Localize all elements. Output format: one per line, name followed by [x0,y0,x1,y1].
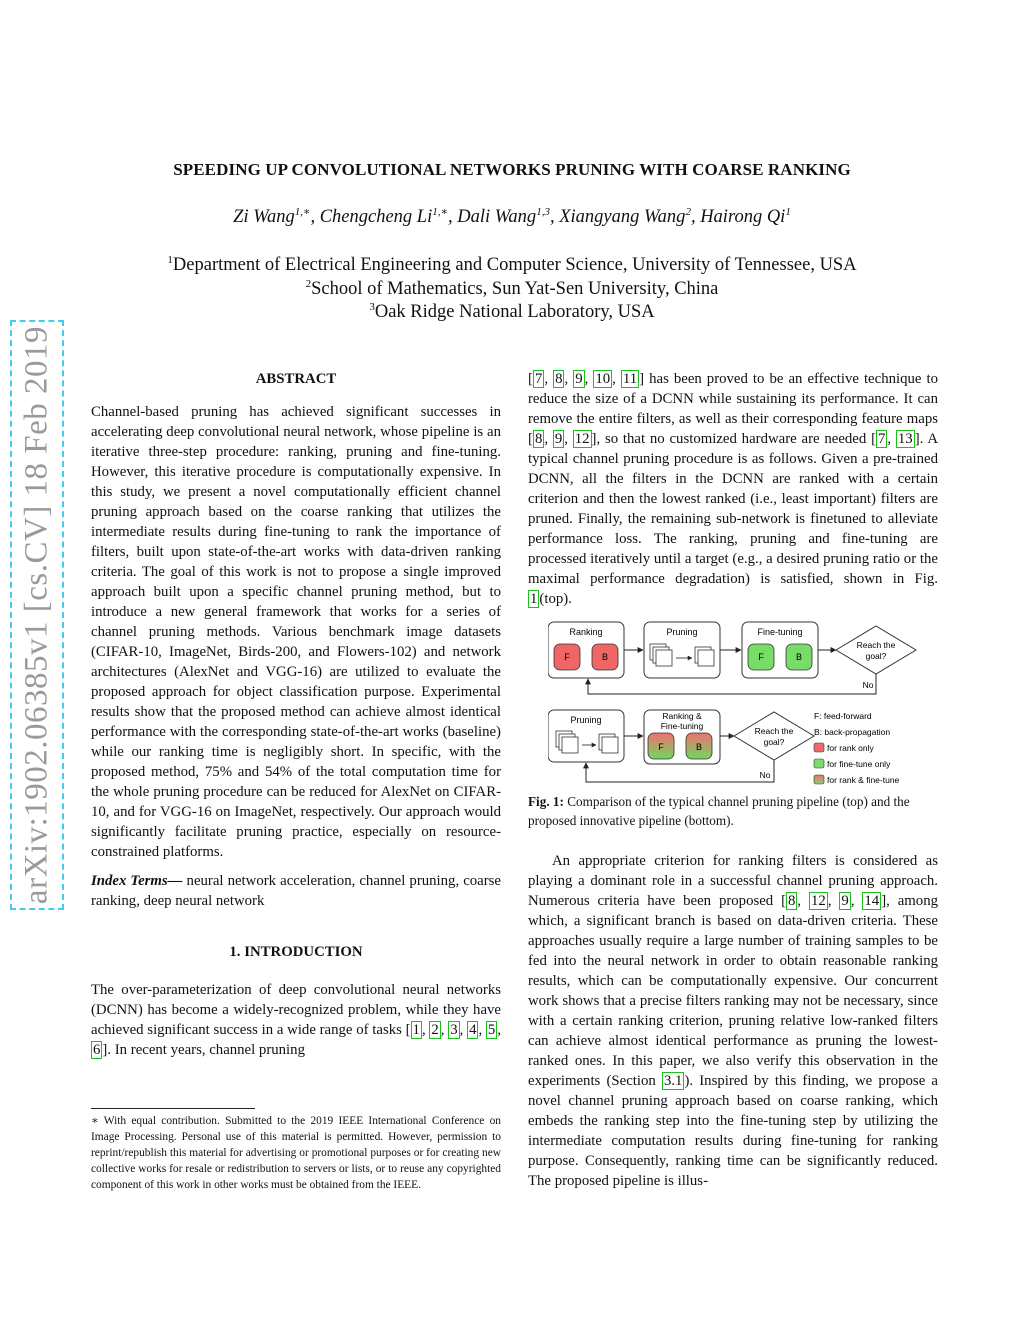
pruning-box [644,622,720,678]
citation-link[interactable]: 9 [841,893,849,909]
intro-heading: 1. INTRODUCTION [229,944,363,960]
author: Xiangyang Wang [559,207,686,227]
ranking-finetuning-box [644,710,720,764]
figure-link[interactable]: 1 [530,591,538,607]
index-terms: Index Terms— neural network acceleration, channel pruning, coarse ranking, deep neural network [91,873,501,909]
citation-link[interactable]: 13 [897,431,913,447]
svg-text:for rank only: for rank only [827,743,874,753]
layers-icon [650,644,672,666]
svg-text:B: back-propagation: B: back-propagation [814,727,891,737]
pruning-label: Pruning [666,627,698,637]
goal-decision-top [836,626,916,674]
citation-link[interactable]: 8 [555,371,563,387]
citation-link[interactable]: 6 [93,1042,101,1058]
svg-text:for fine-tune only: for fine-tune only [827,759,891,769]
section-link[interactable]: 3.1 [663,1073,683,1089]
svg-text:B: B [795,652,803,662]
pruning-box-bottom [548,710,624,762]
layers-icon [556,731,578,753]
svg-text:Ranking &: Ranking & [662,711,702,721]
figure-legend [814,711,900,785]
svg-text:Fine-tuning: Fine-tuning [660,721,704,731]
right-column-top [528,369,938,609]
affiliation-2: $^2$School of Mathematics, Sun Yat-Sen University, China [305,277,719,299]
author: Zi Wang [233,207,295,227]
svg-text:F: F [564,652,570,662]
citation-link[interactable]: 14 [864,893,880,909]
svg-text:for rank & fine-tune: for rank & fine-tune [827,775,900,785]
svg-text:F: feed-forward: F: feed-forward [814,711,872,721]
svg-text:goal?: goal? [763,737,785,747]
citation-link[interactable]: 9 [554,431,563,447]
svg-text:F: F [658,742,664,752]
footnote-rule [91,1108,255,1109]
abstract-text: Channel-based pruning has achieved significant successes in accelerating deep convolutional neural network, whose pipeline is an iterative three-step procedure: ranking, pruning and fine-tuning. However, this iterative procedure is computationally expensive. In this study, we present a novel computationally efficient channel pruning approach based on the coarse ranking that utilizes the intermediate results during fine-tuning to rank the importance of filters, built upon state-of-the-art works with data-driven ranking criteria. The goal of this work is not to propose a single improved approach built upon a specific channel pruning method, but to introduce a new general framework that works for a series of channel pruning methods. Various benchmark image datasets (CIFAR-10, ImageNet, Birds-200, and Flowers-102) and network architectures (AlexNet and VGG-16) are utilized to evaluate the proposed approach for object classification purpose. Experimental results show that the proposed method can achieve almost identical performance with the corresponding state-of-the-art works (baseline) while our ranking time is negligibly short. In specific, with the proposed method, 75% and 54% of the total computation time for the whole pruning procedure can be reduced for AlexNet on CIFAR-10, and for VGG-16 on ImageNet, respectively. Our approach would significantly facilitate pruning practice, especially on resource-constrained platforms. [91,404,501,860]
author-list: Zi Wang$^{1,∗}$, Chengcheng $Li^{1,∗}$, Dali Wang$^{1,3}$, Xiangyang Wang$^2$, Hairong Qi$^1$ [233,205,791,227]
left-column [91,369,501,1060]
intro-paragraph: The over-parameterization of deep convolutional neural networks (DCNN) has become a widely-recognized problem, while they have achieved significant success in a wide range of tasks [ 1 , 2 , 3 , 4 , 5 , 6 ]. In recent years, channel pruning [91,982,502,1058]
citation-link[interactable]: 7 [878,431,886,447]
ranking-label: Ranking [569,627,603,637]
right-paragraph-2: An appropriate criterion for ranking filters is considered as playing a dominant role in a successful channel pruning approach. Numerous criteria have been proposed [ 8 , 12 , 9 , 14 ], among which, a significant branch is based on data-driven criteria. These approaches usually require a large number of training samples to be fed into the neural network in order to obtain reasonable ranking results, which can be computationally expensive. Our concurrent work shows that a precise filters ranking may not be necessary, since with a certain ranking criterion, pruning relative low-ranked filters can achieve almost identical performance as pruning the lowest-ranked ones. In this paper, we also verify this observation in the experiments (Section 3.1 ). Inspired by this finding, we propose a novel channel pruning approach based on coarse ranking, which embeds the ranking step into the fine-tuning step by utilizing the intermediate computation results during fine-tuning for ranking purpose. Consequently, ranking time can be significantly reduced. The proposed pipeline is illus- [528,853,938,1189]
paper-title: SPEEDING UP CONVOLUTIONAL NETWORKS PRUNING WITH COARSE RANKING [173,160,851,179]
author: Chengcheng Li [319,207,433,227]
finetuning-label: Fine-tuning [757,627,803,637]
arxiv-stamp [10,320,64,910]
author: Dali Wang [457,207,537,227]
finetuning-box [742,622,818,678]
citation-link[interactable]: 1 [412,1022,420,1038]
pruned-layers-icon [695,647,714,666]
citation-link[interactable]: 2 [431,1022,439,1038]
pipeline-figure [548,618,938,790]
figure-caption: Fig. 1: Comparison of the typical channel pruning pipeline (top) and the proposed innovative pipeline (bottom). [528,794,910,828]
goal-decision-bottom [734,712,814,760]
no-label: No [862,680,874,690]
citation-link[interactable]: 8 [788,893,796,909]
citation-link[interactable]: 12 [574,431,590,447]
citation-link[interactable]: 11 [622,371,638,387]
svg-text:goal?: goal? [865,651,887,661]
ranking-box [548,622,624,678]
affiliation-3: $^3$Oak Ridge National Laboratory, USA [369,300,655,322]
svg-text:B: B [695,742,703,752]
svg-text:Reach the: Reach the [754,726,794,736]
citation-link[interactable]: 7 [534,371,543,387]
svg-text:Reach the: Reach the [856,640,896,650]
footnote: ∗ With equal contribution. Submitted to the 2019 IEEE International Conference on Image Processing. Personal use of this material is permitted. However, permission to reprint/republish this material for advertising or promotional purposes or for creating new collective works for resale or redistribution to servers or lists, or to reuse any copyrighted component of this work in other works must be obtained from the IEEE. [91,1115,501,1191]
pruned-layers-icon [599,734,618,753]
right-column-bottom [528,851,938,1191]
citation-link[interactable]: 8 [534,431,543,447]
svg-text:B: B [601,652,609,662]
citation-link[interactable]: 4 [469,1022,477,1038]
citation-link[interactable]: 3 [450,1022,458,1038]
svg-text:Pruning: Pruning [570,715,602,725]
citation-link[interactable]: 10 [595,371,611,387]
citation-link[interactable]: 12 [811,893,826,909]
svg-text:No: No [759,770,771,780]
abstract-heading: ABSTRACT [255,371,337,387]
citation-link[interactable]: 9 [575,371,583,387]
author: Hairong Qi [700,207,786,227]
right-paragraph-1: [ 7 , 8 , 9 , 10 , 11 ] has been proved to be an effective technique to reduce the size of a DCNN while sustaining its performance. It can remove the entire filters, as well as their corresponding feature maps [ 8 , 9 , 12 ], so that no customized hardware are needed [ 7 , 13 ]. A typical channel pruning procedure is as follows. Given a pre-trained DCNN, all the filters in the DCNN are ranked with a certain criterion and then the lowest ranked (i.e., least important) filters are pruned. Finally, the remaining sub-network is finetuned to alleviate performance loss. The ranking, pruning and fine-tuning are processed iteratively until a target (e.g., a desired pruning ratio or the maximal performance degradation) is satisfied, shown in Fig. 1 (top). [528,371,939,607]
arxiv-id: arXiv:1902.06385v1 [cs.CV] 18 Feb 2019 [18,325,55,905]
svg-text:F: F [758,652,764,662]
affiliation-1: $^1$Department of Electrical Engineering and Computer Science, University of Tennessee, USA [167,253,857,275]
citation-link[interactable]: 5 [487,1022,496,1038]
